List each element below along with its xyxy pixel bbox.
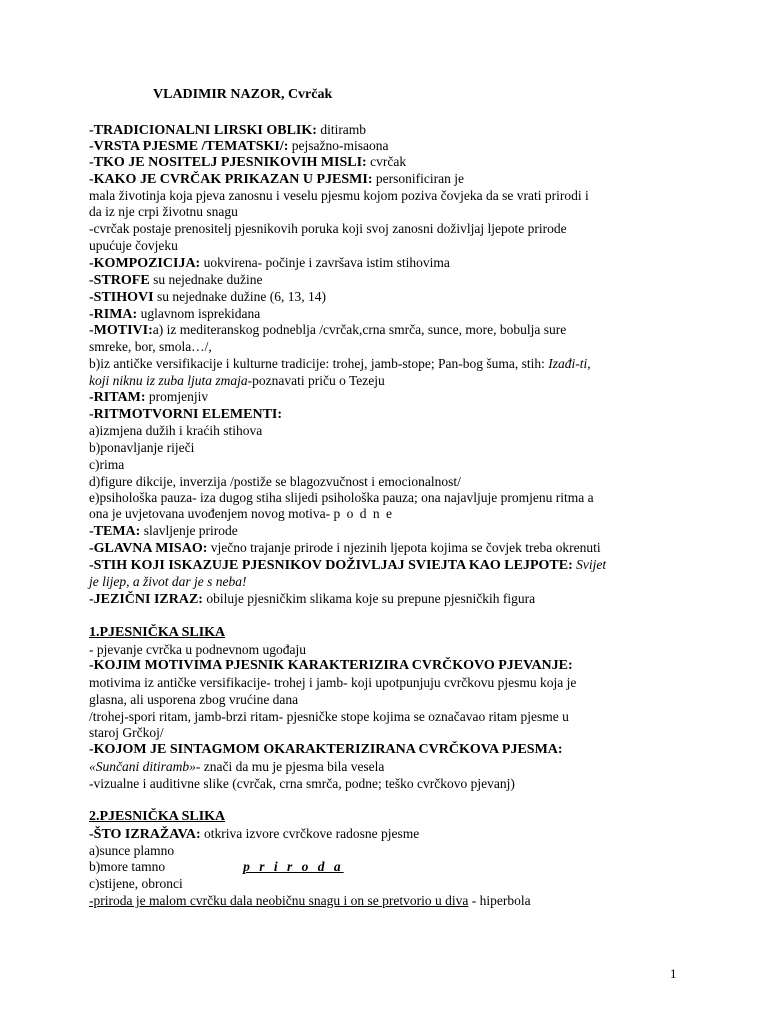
text-run: - znači da mu je pjesma bila vesela [195,759,385,774]
field-value: uglavnom isprekidana [137,306,261,321]
underlined-text: -priroda je malom cvrčku dala neobičnu snagu i on se pretvorio u diva [89,893,469,908]
field-value: vječno trajanje prirode i njezinih ljepota kojima se čovjek treba okrenuti [207,540,601,555]
question-heading: -KOJOM JE SINTAGMOM OKARAKTERIZIRANA CVRČKOVA PJESMA: [89,742,563,757]
field-value: uokvirena- počinje i završava istim stihovima [200,255,450,270]
field-value: a) iz mediteranskog podneblja /cvrčak,crna smrča, sunce, more, bobulja sure [152,322,567,337]
quote-text: «Sunčani ditiramb» [89,759,196,774]
field-label: -ŠTO IZRAŽAVA: [89,827,201,842]
list-item: e)psihološka pauza- iza dugog stiha slijedi psihološka pauza; ona najavljuje promjenu ritma a [89,490,594,505]
field-value: cvrčak [366,154,407,169]
page-number: 1 [670,966,677,981]
field-value: slavljenje prirode [140,523,238,538]
text-line: -cvrčak postaje prenositelj pjesnikovih poruka koji svoj zanosni doživljaj ljepote prirode [89,221,567,236]
field-label: -STIH KOJI ISKAZUJE PJESNIKOV DOŽIVLJAJ SVIEJTA KAO LEJPOTE: [89,558,573,573]
list-item: c)rima [89,457,125,472]
text-line [89,355,689,372]
text-line: upućuje čovjeku [89,238,178,253]
field-value: pejsažno-misaona [288,138,389,153]
field-strofe [89,271,689,289]
quote-text: koji niknu iz zuba ljuta zmaja [89,373,248,388]
field-nositelj [89,153,689,171]
list-item: a)sunce plamno [89,843,175,858]
field-label: -TEMA: [89,524,141,539]
field-label: -JEZIČNI IZRAZ: [89,592,203,607]
field-label: -RITAM: [89,390,146,405]
section-heading-2: 2.PJESNIČKA SLIKA [89,809,226,824]
quote-text: je lijep, a život dar je s neba! [89,574,247,589]
field-label: -RITMOTVORNI ELEMENTI: [89,407,283,422]
text-line: /trohej-spori ritam, jamb-brzi ritam- pjesničke stope kojima se označavao ritam pjesme u [89,709,569,724]
field-stihovi [89,288,689,306]
field-label: -VRSTA PJESME /TEMATSKI/: [89,139,289,154]
list-item: a)izmjena dužih i kraćih stihova [89,423,263,438]
text-line [89,892,689,909]
field-misao [89,539,689,557]
document-title: VLADIMIR NAZOR, Cvrčak [153,87,333,102]
text-line: smreke, bor, smola…/, [89,339,212,354]
text-run: -poznavati priču o Tezeju [247,373,385,388]
field-label: -STIHOVI [89,290,154,305]
field-tema [89,522,689,540]
field-ritam [89,388,689,406]
field-izrazava [89,825,689,843]
list-item: c)stijene, obronci [89,876,183,891]
field-value: obiluje pjesničkim slikama koje su prepune pjesničkih figura [202,591,536,606]
field-value: personificiran je [372,171,464,186]
field-value: su nejednake dužine (6, 13, 14) [153,289,327,304]
field-label: -MOTIVI: [89,323,153,338]
field-label: -TRADICIONALNI LIRSKI OBLIK: [89,123,317,138]
text-run: b)iz antičke versifikacije i kulturne tradicije: trohej, jamb-stope; Pan-bog šuma, stih: [89,356,549,371]
field-label: -STROFE [89,273,150,288]
text-run: ona je uvjetovana uvođenjem novog motiva- [89,506,334,521]
text-line: staroj Grčkoj/ [89,725,164,740]
text-line: - pjevanje cvrčka u podnevnom ugođaju [89,642,307,657]
field-ritmotvorni [89,405,689,423]
field-label: -GLAVNA MISAO: [89,541,208,556]
field-stih [89,556,689,574]
text-line [89,372,689,389]
field-label: -TKO JE NOSITELJ PJESNIKOVIH MISLI: [89,155,367,170]
field-value: promjenjiv [145,389,209,404]
field-value: Svijet [572,557,607,572]
text-line [89,758,689,775]
field-prikaz [89,170,689,188]
section-heading-1: 1.PJESNIČKA SLIKA [89,625,226,640]
text-line: motivima iz antičke versifikacije- trohej i jamb- koji upotpunjuju cvrčkovu pjesmu koja je [89,675,577,690]
field-motivi [89,321,689,339]
question-heading: -KOJIM MOTIVIMA PJESNIK KARAKTERIZIRA CVRČKOVO PJEVANJE: [89,658,573,673]
field-label: -KAKO JE CVRČAK PRIKAZAN U PJESMI: [89,172,373,187]
text-run: - hiperbola [468,893,531,908]
text-line: -vizualne i auditivne slike (cvrčak, crna smrča, podne; teško cvrčkovo pjevanj) [89,776,515,791]
field-kompozicija [89,254,689,272]
spaced-word: p o d n e [333,506,394,521]
list-item: d)figure dikcije, inverzija /postiže se blagozvučnost i emocionalnost/ [89,474,461,489]
list-item [89,858,689,875]
field-value: su nejednake dužine [149,272,263,287]
text-line: da iz nje crpi životnu snagu [89,204,238,219]
text-line: mala životinja koja pjeva zanosnu i veselu pjesmu kojom poziva čovjeka da se vrati prirodi i [89,188,589,203]
priroda-label: p r i r o d a [243,859,344,874]
list-item: b)ponavljanje riječi [89,440,195,455]
text-line: glasna, ali usporena zbog vrućine dana [89,692,299,707]
text-line [89,505,689,522]
field-label: -RIMA: [89,307,138,322]
field-value: otkriva izvore cvrčkove radosne pjesme [200,826,420,841]
field-value: ditiramb [316,122,367,137]
quote-text: Izađi-ti, [548,356,591,371]
field-label: -KOMPOZICIJA: [89,256,201,271]
field-izraz [89,590,689,608]
text-run: b)more tamno [89,859,166,874]
